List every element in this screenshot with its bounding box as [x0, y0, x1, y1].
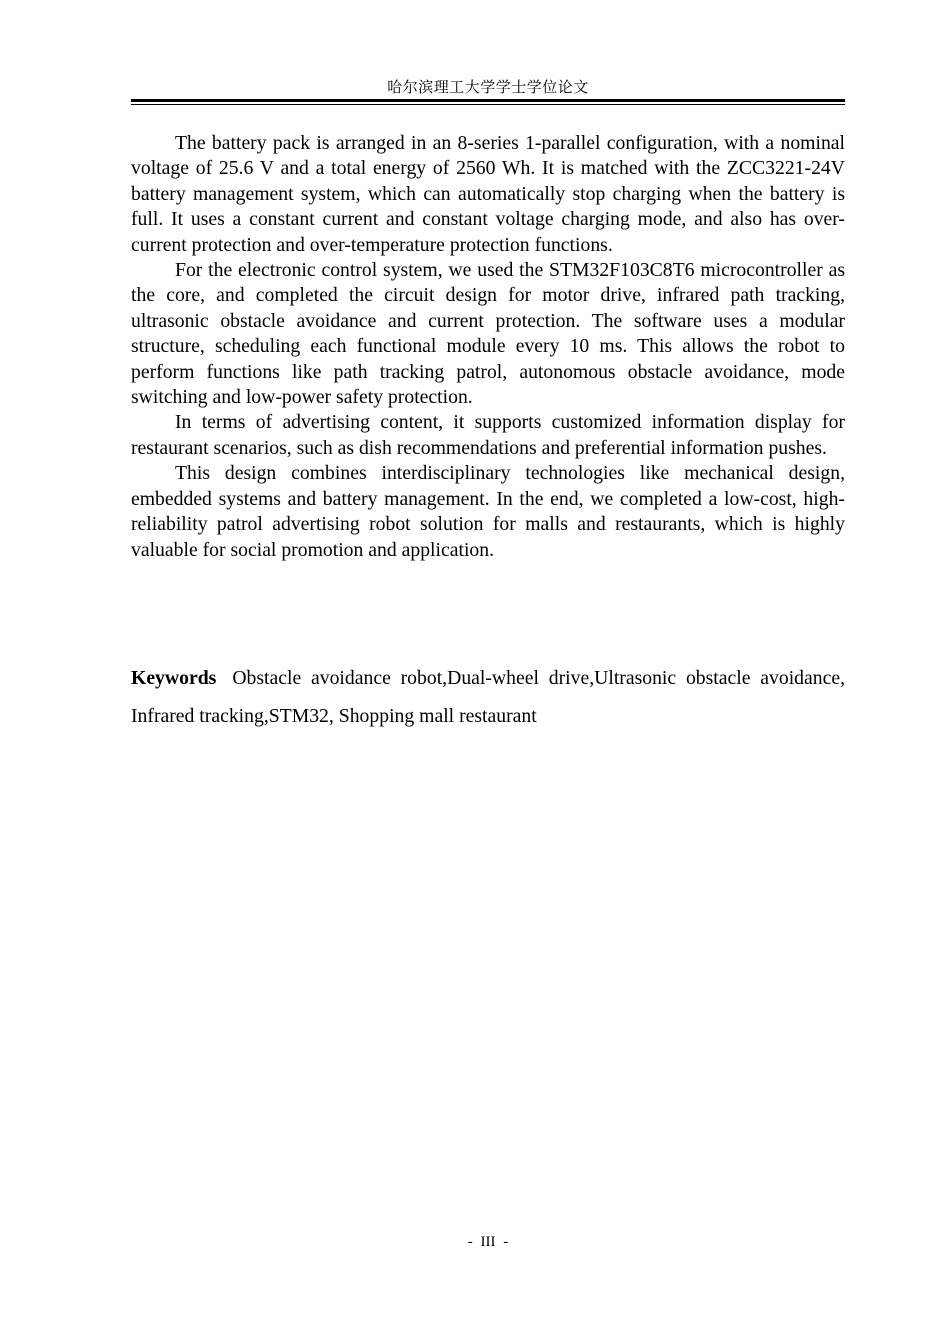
- paragraph-conclusion: This design combines interdisciplinary technologies like mechanical design, embedded systems and battery management. In the end, we completed a low-cost, high-reliability patrol advertising robot solution for malls and restaurants, which is highly valuable for social promotion and application.: [131, 462, 845, 561]
- keywords-label: Keywords: [131, 667, 217, 689]
- keywords-line: [131, 659, 845, 735]
- keywords-text: Obstacle avoidance robot,Dual-wheel drive,Ultrasonic obstacle avoidance, Infrared tracking,STM32, Shopping mall restaurant: [131, 667, 845, 727]
- header-rule-thin: [131, 104, 845, 105]
- page-header: 哈尔滨理工大学学士学位论文: [387, 80, 589, 96]
- paragraph-battery: The battery pack is arranged in an 8-series 1-parallel configuration, with a nominal voltage of 25.6 V and a total energy of 2560 Wh. It is matched with the ZCC3221-24V battery management system, which can automatically stop charging when the battery is full. It uses a constant current and constant voltage charging mode, and also has over-current protection and over-temperature protection functions.: [131, 132, 845, 256]
- header-rule-thick: [131, 99, 845, 102]
- page-number: - III -: [467, 1234, 509, 1250]
- abstract-body: [131, 131, 845, 563]
- paragraph-electronic-control: For the electronic control system, we used the STM32F103C8T6 microcontroller as the core, and completed the circuit design for motor drive, infrared path tracking, ultrasonic obstacle avoidance and current protection. The software uses a modular structure, scheduling each functional module every 10 ms. This allows the robot to perform functions like path tracking patrol, autonomous obstacle avoidance, mode switching and low-power safety protection.: [131, 259, 845, 409]
- paragraph-advertising: In terms of advertising content, it supports customized information display for restaurant scenarios, such as dish recommendations and preferential information pushes.: [131, 411, 845, 459]
